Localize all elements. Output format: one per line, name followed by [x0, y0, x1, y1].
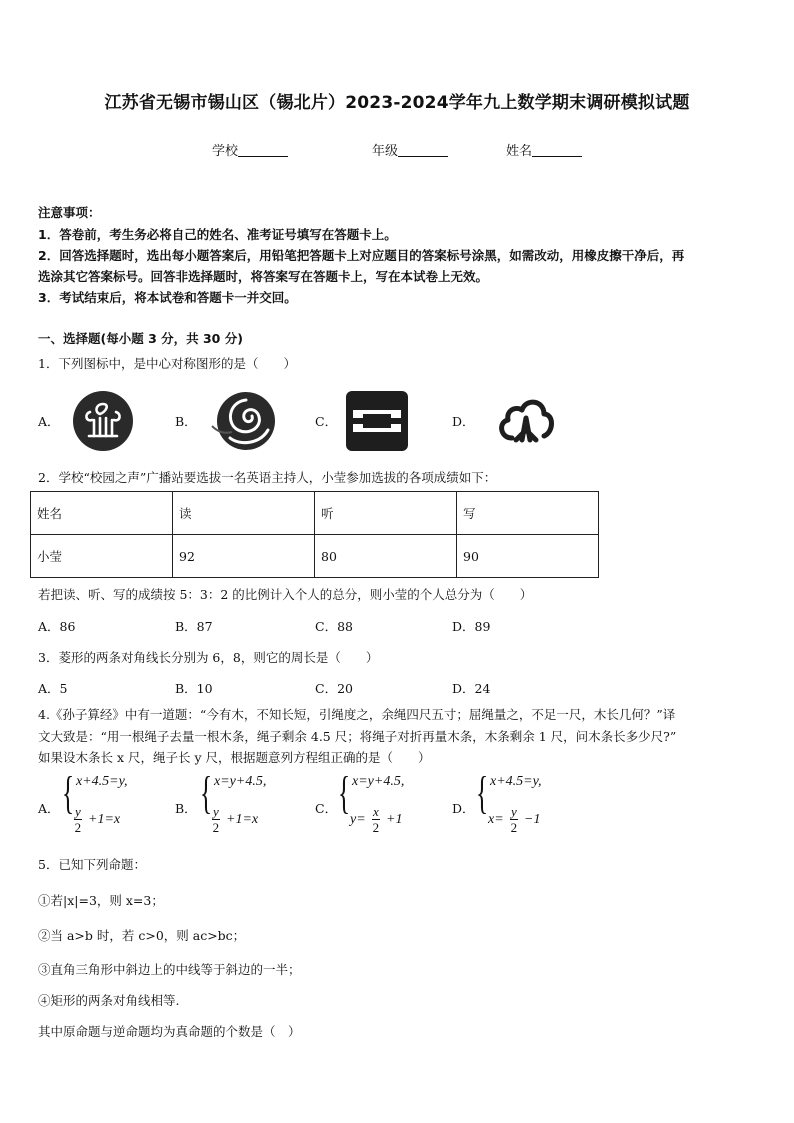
table-cell: 80 [315, 535, 457, 578]
eq-top: x+4.5=y, [490, 774, 542, 789]
brace-icon: { [338, 767, 351, 818]
q3-option-c[interactable]: C．20 [315, 681, 353, 696]
q5-ask: 其中原命题与逆命题均为真命题的个数是（ ） [38, 1024, 301, 1039]
eq-lhs: x= [488, 812, 504, 827]
q4-line-2: 文大致是：“用一根绳子去量一根木条，绳子剩余 4.5 尺；将绳子对折再量木条，木条剩余 1 尺，问木条长多少尺?” [38, 729, 677, 744]
q4-label-b[interactable]: B． [175, 801, 197, 816]
school-blank[interactable] [238, 144, 288, 157]
q4-label-d[interactable]: D． [452, 801, 475, 816]
q4-system-d[interactable] [476, 767, 586, 842]
q5-item-1: ①若|x|=3，则 x=3； [38, 893, 164, 908]
q2-stem: 2．学校“校园之声”广播站要选拔一名英语主持人，小莹参加选拔的各项成绩如下： [38, 470, 497, 485]
note-1: 1．答卷前，考生务必将自己的姓名、准考证号填写在答题卡上。 [38, 227, 397, 242]
grade-blank[interactable] [398, 144, 448, 157]
grade-field: 年级 [372, 140, 448, 159]
fraction: $\frac{y}{2}$ [510, 804, 518, 835]
q4-label-c[interactable]: C． [315, 801, 338, 816]
table-header-cell: 听 [315, 492, 457, 535]
fraction: $\frac{y}{2}$ [74, 804, 82, 835]
q1-label-c: C． [315, 414, 338, 429]
q2-follow: 若把读、听、写的成绩按 5：3：2 的比例计入个人的总分，则小莹的个人总分为（ ） [38, 587, 533, 602]
fraction: $\frac{x}{2}$ [372, 804, 380, 835]
s-logo-icon [345, 390, 409, 452]
eq-rest: +1=x [88, 812, 121, 827]
eq-rest: −1 [524, 812, 541, 827]
circle-emblem-icon [70, 390, 136, 452]
q4-line-3: 如果设木条长 x 尺，绳子长 y 尺，根据题意列方程组正确的是（ ） [38, 750, 431, 765]
brace-icon: { [200, 767, 213, 818]
q5-stem: 5．已知下列命题： [38, 857, 146, 872]
swirl-emblem-icon [208, 390, 278, 452]
notes-heading: 注意事项： [38, 205, 101, 220]
table-header-row [31, 492, 599, 535]
table-header-cell: 姓名 [31, 492, 173, 535]
q2-option-b[interactable]: B．87 [175, 619, 213, 634]
table-cell: 92 [173, 535, 315, 578]
note-2: 2．回答选择题时，选出每小题答案后，用铅笔把答题卡上对应题目的答案标号涂黑，如需改动，用橡皮擦干净后，再 [38, 248, 685, 263]
q1-label-d: D． [452, 414, 475, 429]
q1-label-b: B． [175, 414, 197, 429]
table-row [31, 535, 599, 578]
table-header-cell: 写 [457, 492, 599, 535]
table-cell: 小莹 [31, 535, 173, 578]
q2-option-c[interactable]: C．88 [315, 619, 353, 634]
eq-top: x=y+4.5, [352, 774, 405, 789]
q3-option-a[interactable]: A．5 [38, 681, 68, 696]
q4-line-1: 4.《孙子算经》中有一道题：“今有木，不知长短，引绳度之，余绳四尺五寸；屈绳量之，不足一尺，木长几何？”译 [38, 707, 676, 722]
eq-lhs: y= [350, 812, 366, 827]
q5-item-2: ②当 a>b 时，若 c>0，则 ac>bc； [38, 928, 246, 943]
q4-system-b[interactable] [200, 767, 310, 842]
fraction: $\frac{y}{2}$ [212, 804, 220, 835]
q5-item-3: ③直角三角形中斜边上的中线等于斜边的一半； [38, 962, 301, 977]
q1-stem: 1．下列图标中，是中心对称图形的是（ ） [38, 356, 296, 371]
section-heading: 一、选择题(每小题 3 分，共 30 分) [38, 331, 243, 346]
table-header-cell: 读 [173, 492, 315, 535]
eq-rest: +1=x [226, 812, 259, 827]
name-blank[interactable] [532, 144, 582, 157]
q4-system-a[interactable] [62, 767, 172, 842]
eq-rest: +1 [386, 812, 403, 827]
table-cell: 90 [457, 535, 599, 578]
q3-option-b[interactable]: B．10 [175, 681, 213, 696]
q1-label-a: A． [38, 414, 60, 429]
q2-option-d[interactable]: D．89 [452, 619, 491, 634]
q2-option-a[interactable]: A．86 [38, 619, 76, 634]
q4-system-c[interactable] [338, 767, 448, 842]
page-title: 江苏省无锡市锡山区（锡北片）2023-2024学年九上数学期末调研模拟试题 [104, 93, 690, 113]
q3-option-d[interactable]: D．24 [452, 681, 491, 696]
name-field: 姓名 [506, 140, 582, 159]
cloud-outline-icon [494, 390, 558, 452]
eq-top: x+4.5=y, [76, 774, 128, 789]
score-table [30, 491, 599, 578]
school-field: 学校 [212, 140, 288, 159]
q4-label-a[interactable]: A． [38, 801, 60, 816]
q5-item-4: ④矩形的两条对角线相等. [38, 993, 180, 1008]
note-2-cont: 选涂其它答案标号。回答非选择题时，将答案写在答题卡上，写在本试卷上无效。 [38, 269, 489, 284]
brace-icon: { [476, 767, 489, 818]
brace-icon: { [62, 767, 75, 818]
eq-top: x=y+4.5, [214, 774, 267, 789]
q3-stem: 3．菱形的两条对角线长分别为 6，8，则它的周长是（ ） [38, 650, 379, 665]
note-3: 3．考试结束后，将本试卷和答题卡一并交回。 [38, 290, 297, 305]
